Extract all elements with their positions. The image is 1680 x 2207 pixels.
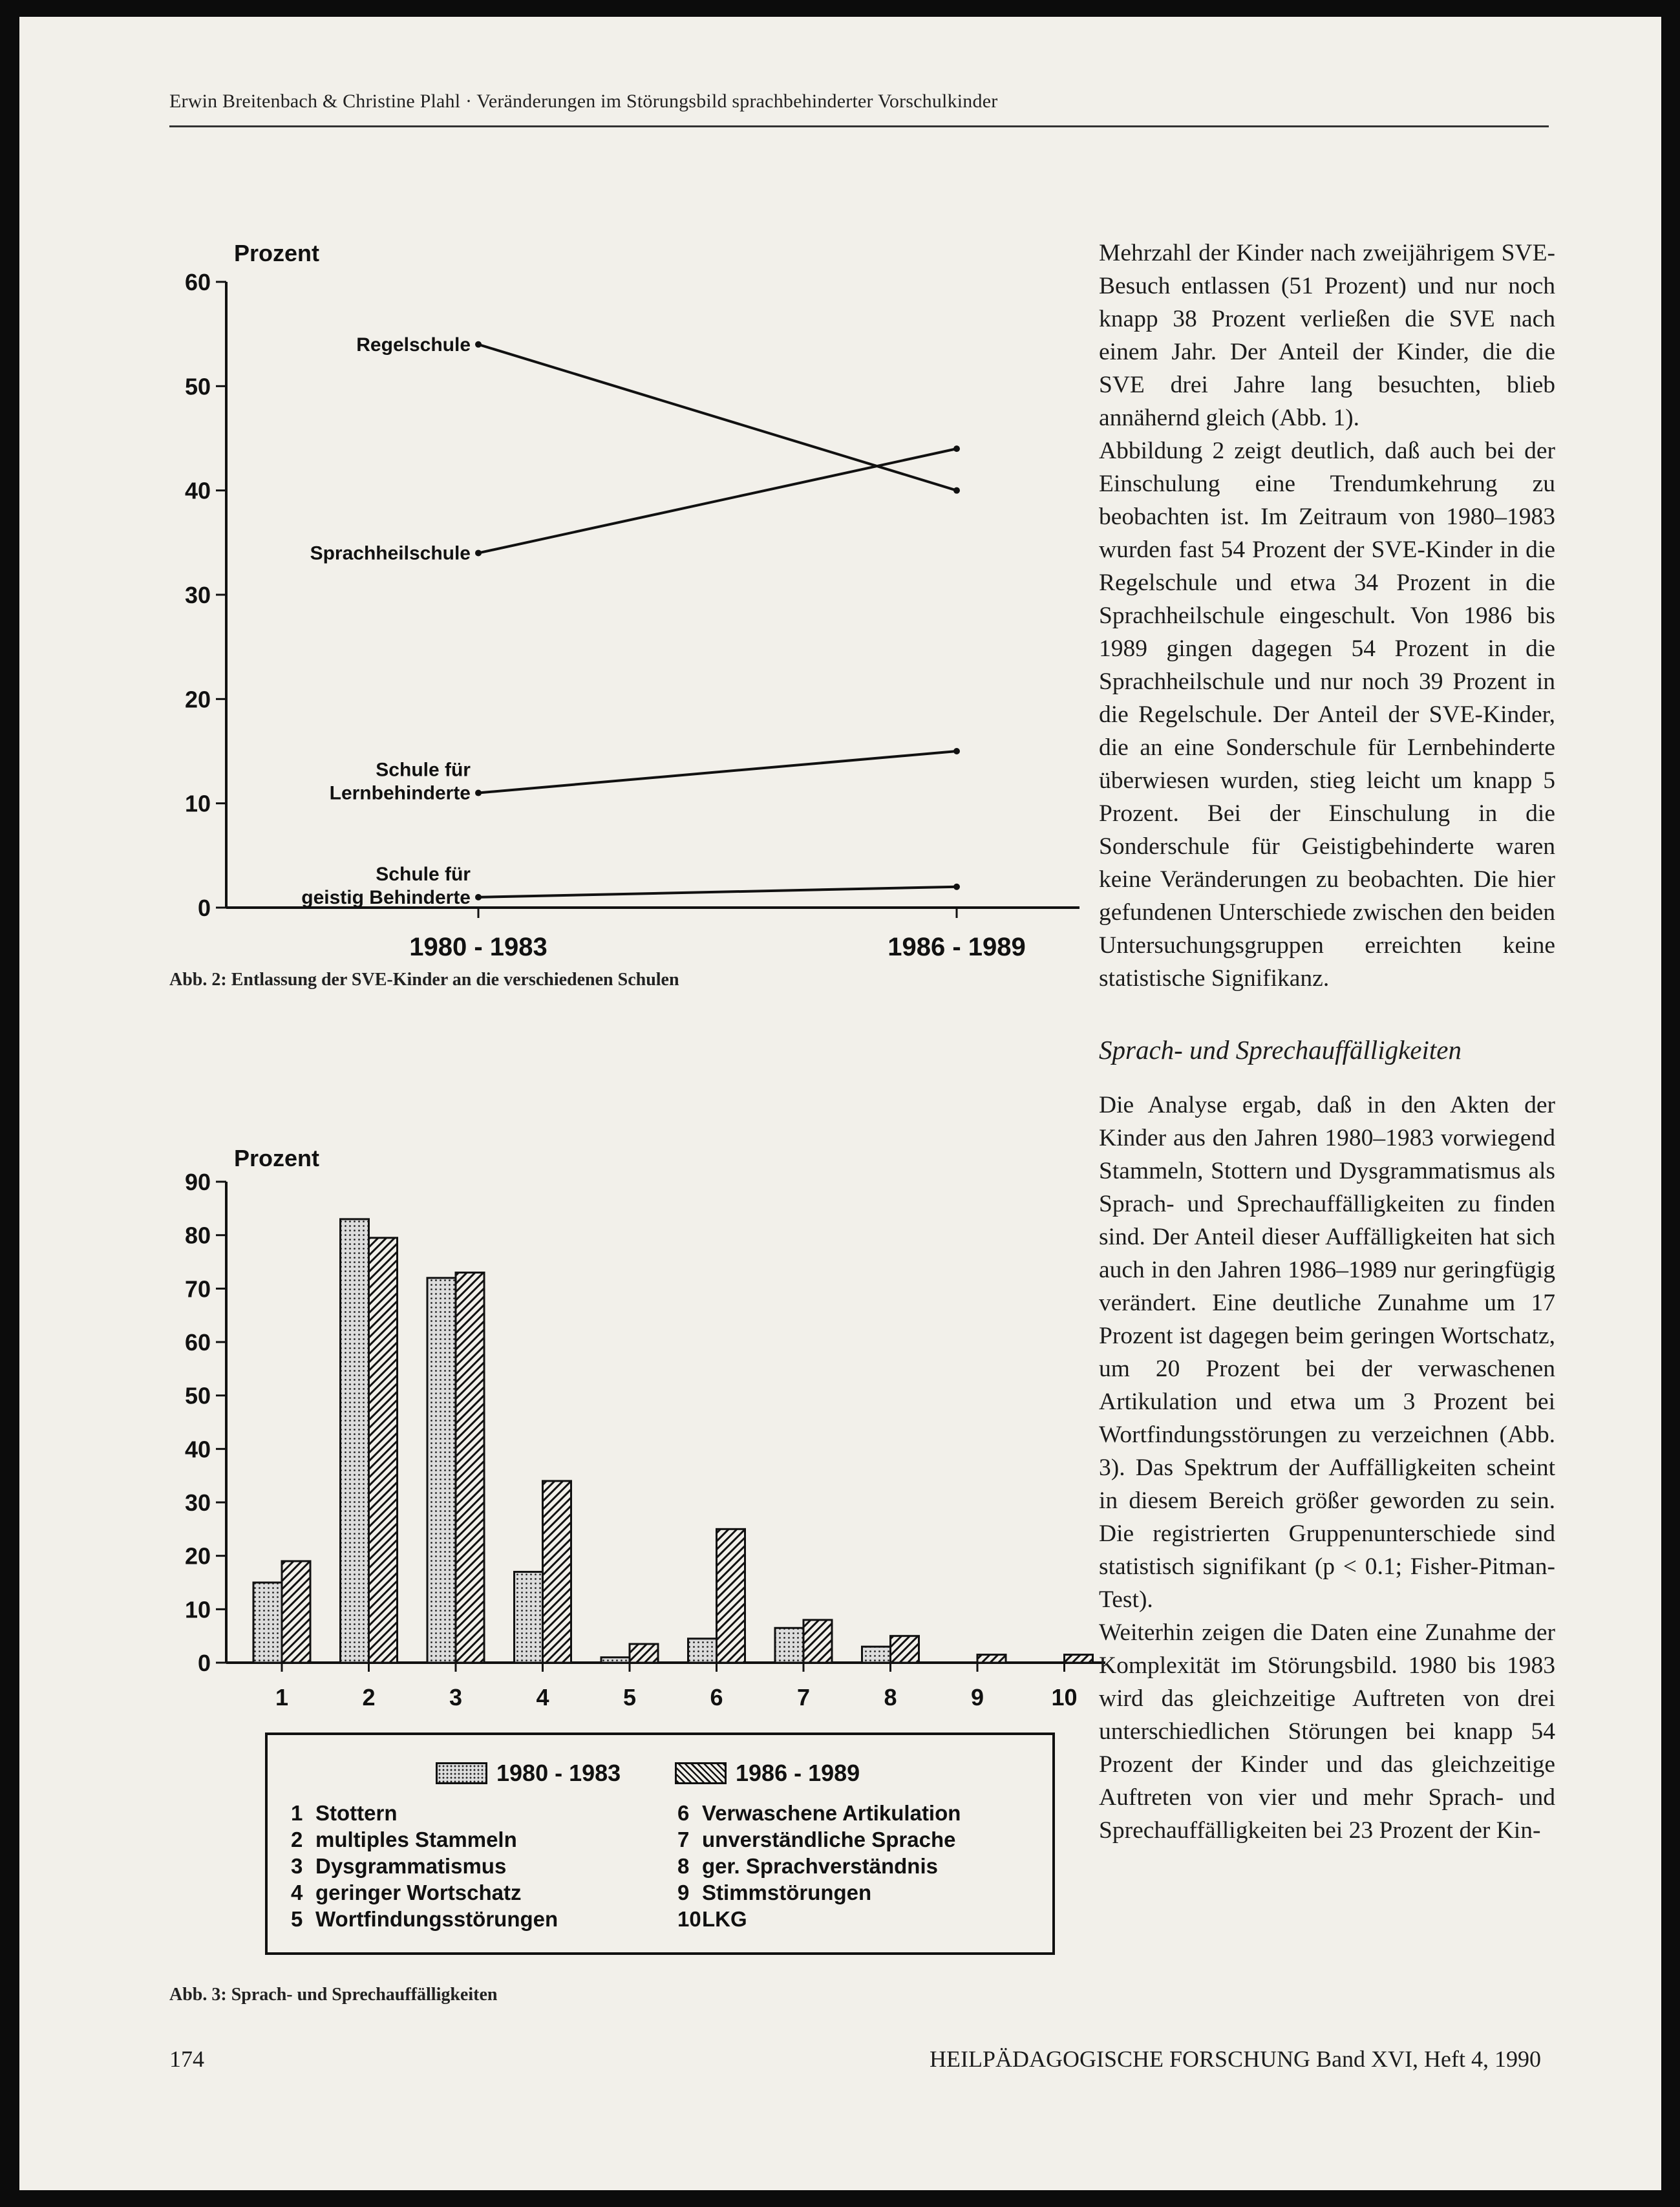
- legend-item: [291, 1800, 558, 1826]
- legend-item-label: Dysgrammatismus: [315, 1854, 507, 1878]
- fig2-y-axis-label: Prozent: [234, 240, 320, 266]
- fig2-series-label: Schule für: [376, 863, 471, 885]
- fig2-y-tick-label: 50: [184, 373, 211, 400]
- fig2-data-point: [953, 884, 960, 890]
- legend-item-label: Stottern: [315, 1801, 398, 1825]
- legend-item-number: 2: [291, 1828, 303, 1851]
- fig3-bar: [630, 1644, 658, 1663]
- fig2-series: [356, 334, 960, 494]
- fig3-x-tick-label: 4: [536, 1684, 549, 1711]
- legend-list-right: [677, 1800, 961, 1932]
- fig3-bar: [427, 1278, 456, 1663]
- fig3-y-tick-label: 60: [184, 1329, 211, 1356]
- legend-item-label: unverständliche Sprache: [702, 1828, 956, 1851]
- fig2-y-tick-label: 20: [184, 686, 211, 713]
- hatched-swatch-icon: [675, 1762, 727, 1784]
- page-number: 174: [169, 2046, 204, 2072]
- fig2-x-tick-label: 1986 - 1989: [888, 933, 1026, 961]
- legend-item-label: geringer Wortschatz: [315, 1881, 522, 1904]
- legend-item: [291, 1879, 558, 1906]
- fig2-data-point: [475, 341, 482, 348]
- fig3-bar: [456, 1273, 484, 1663]
- legend-item: [677, 1800, 961, 1826]
- fig2-y-tick-label: 60: [184, 269, 211, 295]
- fig3-bar: [282, 1561, 310, 1663]
- legend-item-number: 10: [677, 1907, 701, 1931]
- fig3-y-tick-label: 0: [197, 1650, 211, 1676]
- dotted-swatch-icon: [436, 1762, 487, 1784]
- legend-item-label: Verwaschene Artikulation: [702, 1801, 961, 1825]
- legend-item-number: 8: [677, 1854, 690, 1878]
- fig3-x-tick-label: 7: [796, 1684, 811, 1711]
- paragraph: Mehrzahl der Kinder nach zweijährigem SVE-Besuch entlassen (51 Prozent) und nur noch knapp 38 Prozent verließen die SVE nach einem Jahr. Der Anteil der Kinder, die die SVE drei Jahre lang besuchten, blieb annähernd gleich (Abb. 1).: [1099, 240, 1555, 431]
- fig3-y-axis-label: Prozent: [234, 1145, 320, 1171]
- legend-item: [677, 1879, 961, 1906]
- fig2-series: [330, 748, 960, 804]
- fig3-bar: [601, 1658, 630, 1663]
- legend-item: [291, 1826, 558, 1853]
- fig2-series-label: Lernbehinderte: [329, 782, 471, 804]
- fig3-bar: [341, 1219, 369, 1663]
- figure-3-caption: Abb. 3: Sprach- und Sprechauffälligkeiten: [169, 1985, 498, 2005]
- legend-item-number: 4: [291, 1881, 303, 1904]
- fig3-bar: [775, 1628, 803, 1663]
- fig2-series: [310, 445, 960, 564]
- figure-2-line-chart: [149, 222, 1092, 998]
- fig3-x-tick-label: 10: [1051, 1684, 1078, 1711]
- legend-item: [291, 1906, 558, 1932]
- fig3-x-tick-label: 9: [970, 1684, 984, 1711]
- paragraph: Abbildung 2 zeigt deutlich, daß auch bei der Einschulung eine Trendumkehrung zu beobachten ist. Im Zeitraum von 1980–1983 wurden fast 54 Prozent der SVE-Kinder in die Regelschule und etwa 34 Prozent in die Sprachheilschule eingeschult. Von 1986 bis 1989 gingen dagegen 54 Prozent in die Sprachheilschule und nur noch 39 Prozent in die Regelschule. Der Anteil der SVE-Kinder, die an eine Sonderschule für Lernbehinderte überwiesen wurden, stieg leicht um knapp 5 Prozent. Bei der Einschulung in die Sonderschule für Geistigbehinderte waren keine Veränderungen zu beobachten. Die hier gefundenen Unterschiede zwischen den beiden Untersuchungsgruppen erreichten keine statistische Signifikanz.: [1099, 438, 1555, 992]
- fig3-y-tick-label: 50: [184, 1382, 211, 1409]
- fig3-y-tick-label: 40: [184, 1436, 211, 1463]
- legend-item: [291, 1853, 558, 1879]
- legend-item-label: Stimmstörungen: [702, 1881, 872, 1904]
- fig2-data-point: [475, 894, 482, 901]
- fig2-data-point: [475, 549, 482, 556]
- fig3-y-tick-label: 70: [184, 1275, 211, 1303]
- legend-item-number: 1: [291, 1801, 303, 1825]
- fig2-series-line: [478, 887, 957, 897]
- fig3-x-tick-label: 6: [710, 1684, 723, 1711]
- fig2-series-label: geistig Behinderte: [301, 886, 471, 908]
- fig2-data-point: [953, 748, 960, 754]
- fig3-bar: [977, 1655, 1006, 1663]
- legend-item: [677, 1906, 961, 1932]
- fig3-x-tick-label: 2: [362, 1684, 376, 1711]
- fig2-data-point: [475, 790, 482, 796]
- header-rule: [169, 125, 1549, 127]
- fig2-axes: [226, 282, 1079, 908]
- legend-item-number: 7: [677, 1828, 690, 1851]
- fig3-x-tick-label: 8: [884, 1684, 897, 1711]
- legend-item-number: 3: [291, 1854, 303, 1878]
- body-text-column: [1099, 237, 1555, 1847]
- fig2-y-tick-label: 30: [184, 582, 211, 608]
- legend-series-1980: [436, 1760, 621, 1787]
- running-head: Erwin Breitenbach & Christine Plahl · Veränderungen im Störungsbild sprachbehinderter Vorschulkinder: [169, 91, 998, 112]
- fig2-series-line: [478, 345, 957, 491]
- legend-item-number: 9: [677, 1881, 690, 1904]
- fig3-y-tick-label: 90: [184, 1169, 211, 1195]
- fig2-series: [301, 864, 960, 908]
- figure-3-legend: [265, 1733, 1055, 1955]
- fig3-bar: [803, 1620, 832, 1663]
- figure-3-bar-chart: [149, 1129, 1092, 1723]
- fig3-bar: [891, 1636, 919, 1663]
- legend-item-number: 5: [291, 1907, 303, 1931]
- fig3-bar: [543, 1481, 571, 1663]
- fig3-bar: [1065, 1655, 1093, 1663]
- fig2-y-tick-label: 10: [184, 790, 211, 817]
- legend-item-label: multiples Stammeln: [315, 1828, 517, 1851]
- figure-2-caption: Abb. 2: Entlassung der SVE-Kinder an die verschiedenen Schulen: [169, 970, 679, 990]
- fig3-y-tick-label: 30: [184, 1489, 211, 1516]
- fig2-series-line: [478, 751, 957, 793]
- fig3-y-tick-label: 80: [184, 1222, 211, 1249]
- legend-item-label: LKG: [702, 1907, 747, 1931]
- section-heading: Sprach- und Sprechauffälligkeiten: [1099, 1035, 1462, 1065]
- legend-item-number: 6: [677, 1801, 690, 1825]
- fig3-bar: [515, 1572, 543, 1663]
- fig2-series-label: Regelschule: [356, 334, 471, 356]
- fig3-y-tick-label: 10: [184, 1596, 211, 1623]
- fig2-y-tick-label: 40: [184, 477, 211, 504]
- fig3-bar: [253, 1583, 282, 1663]
- fig3-x-tick-label: 1: [275, 1684, 289, 1711]
- fig3-x-tick-label: 3: [449, 1684, 463, 1711]
- legend-series-1986: [675, 1760, 860, 1787]
- paragraph: Die Analyse ergab, daß in den Akten der Kinder aus den Jahren 1980–1983 vorwiegend Stammeln, Stottern und Dysgrammatismus als Sprach- und Sprechauffälligkeiten zu finden sind. Der Anteil dieser Auffälligkeiten hat sich auch in den Jahren 1986–1989 nur geringfügig verändert. Eine deutliche Zunahme um 17 Prozent ist dagegen beim geringen Wortschatz, um 20 Prozent bei der verwaschenen Artikulation und etwa um 3 Prozent bei Wortfindungsstörungen zu verzeichnen (Abb. 3). Das Spektrum der Auffälligkeiten scheint in diesem Bereich größer geworden zu sein. Die registrierten Gruppenunterschiede sind statistisch signifikant (p < 0.1; Fisher-Pitman-Test).: [1099, 1092, 1555, 1613]
- legend-item: [677, 1826, 961, 1853]
- fig2-series-label: Sprachheilschule: [310, 542, 471, 564]
- fig3-y-tick-label: 20: [184, 1542, 211, 1570]
- paragraph: Weiterhin zeigen die Daten eine Zunahme der Komplexität im Störungsbild. 1980 bis 1983 wird das gleichzeitige Auftreten von drei unterschiedlichen Störungen bei knapp 54 Prozent der Kinder und das gleichzeitige Auftreten von vier und mehr Sprach- und Sprechauffälligkeiten bei 23 Prozent der Kin-: [1099, 1619, 1555, 1844]
- legend-series-label: 1986 - 1989: [736, 1760, 860, 1786]
- fig2-x-tick-label: 1980 - 1983: [409, 933, 548, 961]
- fig3-x-tick-label: 5: [622, 1684, 637, 1711]
- fig2-data-point: [953, 445, 960, 452]
- legend-item-label: Wortfindungsstörungen: [315, 1907, 558, 1931]
- fig2-data-point: [953, 487, 960, 494]
- legend-series-label: 1980 - 1983: [496, 1760, 621, 1786]
- fig3-bar: [862, 1647, 891, 1663]
- fig3-bar: [717, 1529, 745, 1663]
- fig2-series-label: Schule für: [376, 759, 471, 781]
- legend-list-left: [291, 1800, 558, 1932]
- legend-item: [677, 1853, 961, 1879]
- fig3-bar: [369, 1238, 398, 1663]
- journal-footer: HEILPÄDAGOGISCHE FORSCHUNG Band XVI, Heft 4, 1990: [930, 2046, 1541, 2072]
- legend-item-label: ger. Sprachverständnis: [702, 1854, 938, 1878]
- fig2-y-tick-label: 0: [197, 895, 211, 921]
- fig3-bar: [688, 1639, 717, 1663]
- journal-page: [19, 17, 1661, 2190]
- fig2-series-line: [478, 449, 957, 553]
